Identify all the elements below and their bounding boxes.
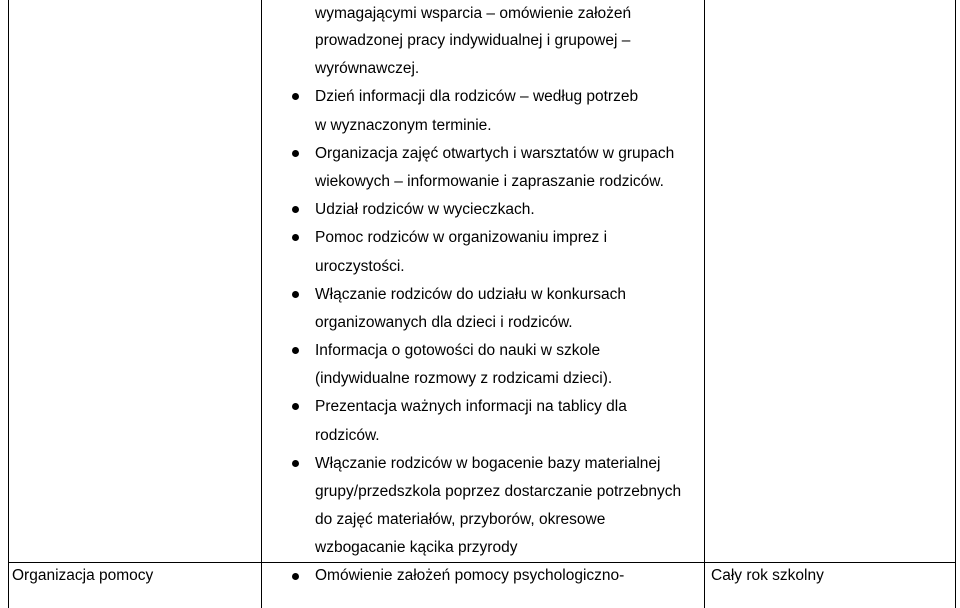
list-item-line: Udział rodziców w wycieczkach. bbox=[315, 201, 535, 219]
list-item bbox=[262, 140, 702, 196]
list-item-line: Informacja o gotowości do nauki w szkole bbox=[315, 342, 601, 360]
list-item-line: wymagającymi wsparcia – omówienie założeń bbox=[315, 5, 632, 22]
bullet-icon bbox=[292, 93, 299, 100]
bullet-icon bbox=[292, 206, 299, 213]
list-item-line: (indywidualne rozmowy z rodzicami dzieci). bbox=[315, 370, 613, 388]
table-border-right bbox=[955, 0, 956, 608]
list-item bbox=[262, 196, 702, 224]
bullet-icon bbox=[292, 150, 299, 157]
list-item bbox=[262, 224, 702, 280]
bullet-icon bbox=[292, 460, 299, 467]
list-item-line: Dzień informacji dla rodziców – według potrzeb bbox=[315, 88, 639, 106]
list-item-line: Prezentacja ważnych informacji na tablicy dla bbox=[315, 398, 627, 416]
row-label: Organizacja pomocy bbox=[12, 567, 154, 584]
list-item-line: Włączanie rodziców do udziału w konkursach bbox=[315, 285, 627, 303]
list-item bbox=[262, 337, 702, 393]
bullet-icon bbox=[292, 573, 299, 580]
list-item-line: organizowanych dla dzieci i rodziców. bbox=[315, 313, 573, 331]
list-item-line: prowadzonej pracy indywidualnej i grupowej – bbox=[315, 32, 631, 49]
list-item bbox=[262, 281, 702, 337]
list-item-line: wiekowych – informowanie i zapraszanie rodziców. bbox=[315, 172, 664, 190]
list-item-line: grupy/przedszkola poprzez dostarczanie potrzebnych bbox=[315, 483, 682, 500]
list-item-line: uroczystości. bbox=[315, 257, 405, 275]
bullet-icon bbox=[292, 234, 299, 241]
bullet-icon bbox=[292, 403, 299, 410]
list-item-line: rodziców. bbox=[315, 426, 380, 444]
table-border-left bbox=[8, 0, 9, 608]
activities-list bbox=[262, 0, 702, 563]
list-item-line: Włączanie rodziców w bogacenie bazy materialnej bbox=[315, 454, 661, 472]
table-column-divider-2 bbox=[704, 0, 705, 608]
list-item bbox=[262, 393, 702, 449]
bullet-icon bbox=[292, 347, 299, 354]
list-item-line: wyrównawczej. bbox=[315, 60, 420, 78]
list-item-line: Pomoc rodziców w organizowaniu imprez i bbox=[315, 229, 608, 247]
list-item-continuation bbox=[262, 0, 702, 83]
list-item-line: do zajęć materiałów, przyborów, okresowe bbox=[315, 511, 606, 529]
list-item-line: wzbogacanie kącika przyrody bbox=[315, 539, 518, 557]
row-activity: Omówienie założeń pomocy psychologiczno- bbox=[315, 567, 625, 584]
bullet-icon bbox=[292, 291, 299, 298]
list-item-line: Organizacja zajęć otwartych i warsztatów w grupach bbox=[315, 144, 675, 162]
list-item bbox=[262, 450, 702, 563]
list-item-line: w wyznaczonym terminie. bbox=[315, 116, 492, 134]
row-term: Cały rok szkolny bbox=[711, 567, 824, 584]
list-item bbox=[262, 83, 702, 139]
